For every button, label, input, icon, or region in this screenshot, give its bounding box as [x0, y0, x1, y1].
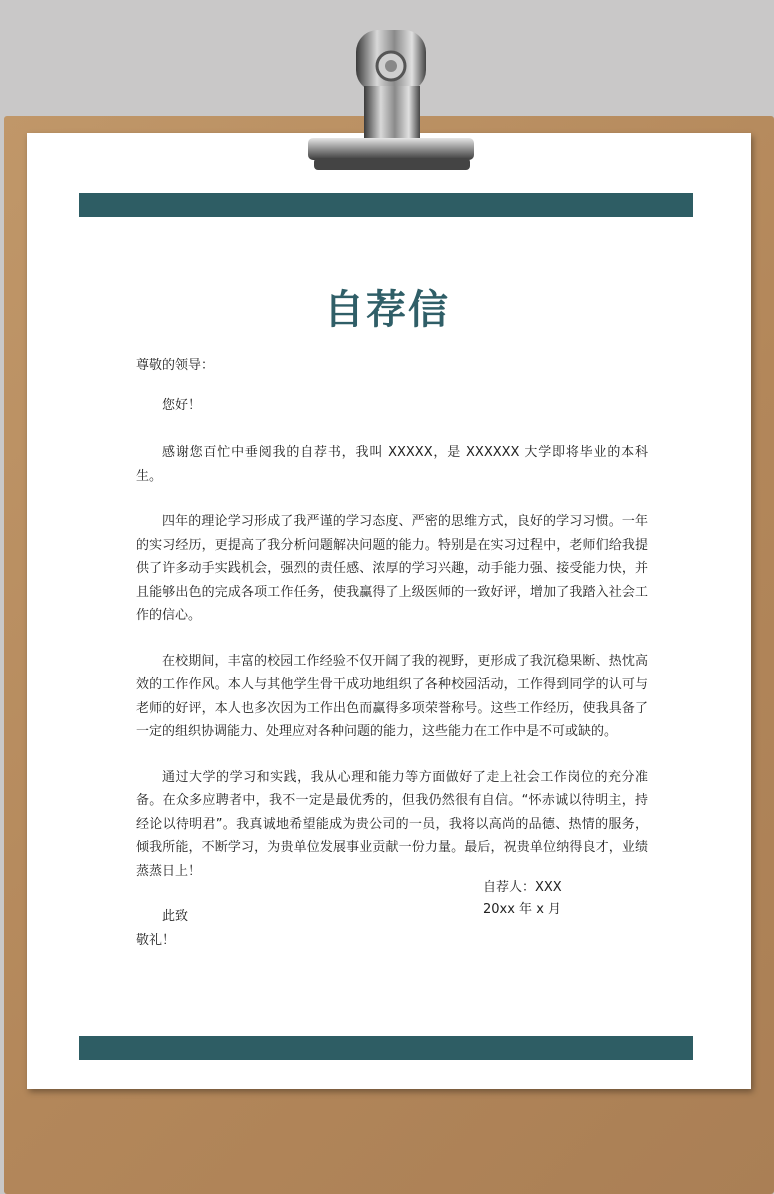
- letter-title: 自荐信: [324, 287, 450, 333]
- signature-block: [483, 877, 562, 921]
- letter-body: [136, 354, 648, 952]
- binder-clip-icon: [300, 26, 480, 176]
- paragraph: 通过大学的学习和实践，我从心理和能力等方面做好了走上社会工作岗位的充分准备。在众多应聘者中，我不一定是最优秀的，但我仍然很有自信。“怀赤诚以待明主，持经论以待明君”。我真诚地希望能成为贵公司的一员，我将以高尚的品德、热情的服务，倾我所能，不断学习，为贵单位发展事业贡献一份力量。最后，祝贵单位纳得良才，业绩蒸蒸日上！: [136, 769, 648, 879]
- header-accent-bar: [79, 193, 693, 217]
- paragraph: 四年的理论学习形成了我严谨的学习态度、严密的思维方式，良好的学习习惯。一年的实习经历，更提高了我分析问题解决问题的能力。特别是在实习过程中，老师们给我提供了许多动手实践机会，强烈的责任感、浓厚的学习兴趣，动手能力强、接受能力快，并且能够出色的完成各项工作任务，使我赢得了上级医师的一致好评，增加了我踏入社会工作的信心。: [136, 514, 648, 623]
- salutation: 尊敬的领导：: [136, 358, 215, 373]
- closing-line: 此致: [162, 909, 189, 924]
- signature: 自荐人：XXX: [483, 880, 562, 895]
- paragraph: 在校期间，丰富的校园工作经验不仅开阔了我的视野，更形成了我沉稳果断、热忱高效的工作作风。本人与其他学生骨干成功地组织了各种校园活动，工作得到同学的认可与老师的好评，本人也多次因为工作出色而赢得多项荣誉称号。这些工作经历，使我具备了一定的组织协调能力、处理应对各种问题的能力，这些能力在工作中是不可或缺的。: [136, 653, 648, 739]
- greeting: 您好！: [162, 397, 202, 413]
- footer-accent-bar: [79, 1036, 693, 1060]
- paragraph: 感谢您百忙中垂阅我的自荐书，我叫 XXXXX，是 XXXXXX 大学即将毕业的本科生。: [136, 445, 648, 484]
- closing-regards: 敬礼！: [136, 932, 176, 948]
- date: 20xx 年 x 月: [483, 902, 562, 917]
